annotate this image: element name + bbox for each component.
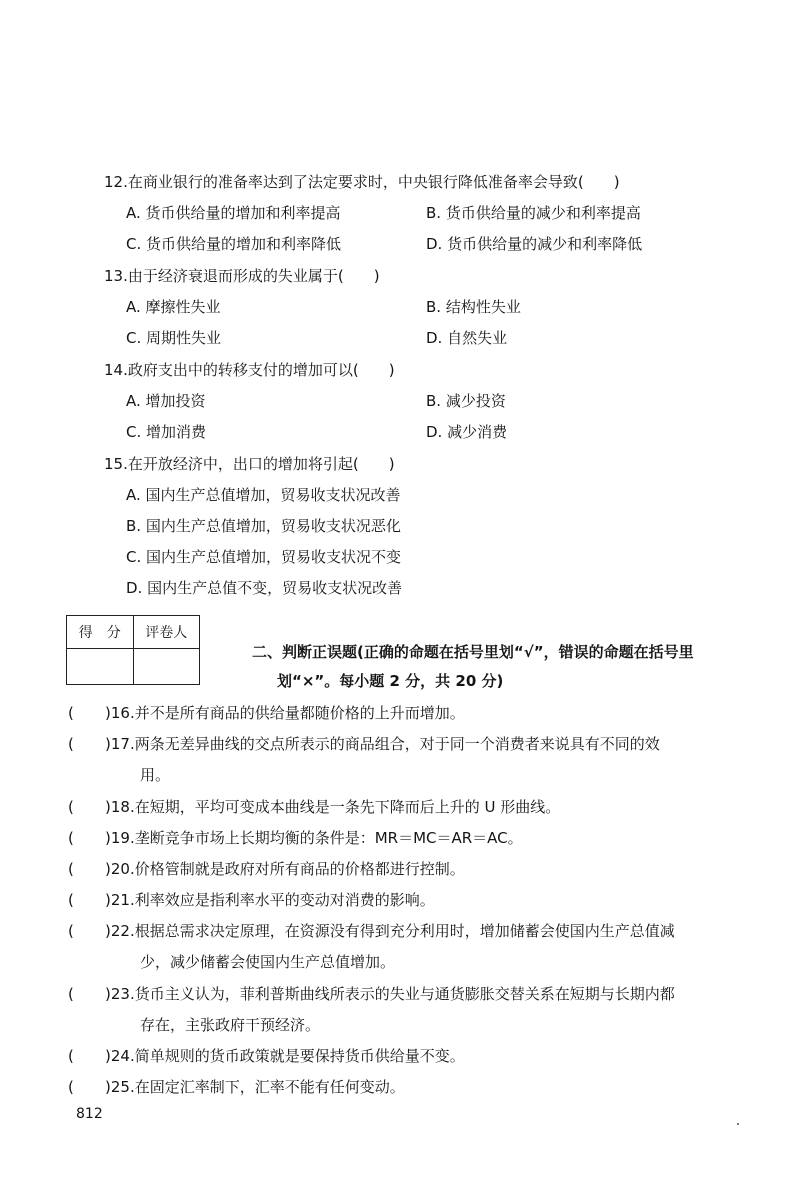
question-15-option-a: A. 国内生产总值增加，贸易收支状况改善: [126, 486, 401, 504]
score-label: 得 分: [67, 616, 134, 649]
tf-23-paren: (: [68, 985, 74, 1003]
score-box: [66, 615, 200, 685]
question-12-option-d: D. 货币供给量的减少和利率降低: [426, 235, 643, 253]
question-15-option-c: C. 国内生产总值增加，贸易收支状况不变: [126, 548, 402, 566]
question-15-option-b: B. 国内生产总值增加，贸易收支状况恶化: [126, 517, 401, 535]
question-12-option-b: B. 货币供给量的减少和利率提高: [426, 204, 641, 222]
tf-21-text: )21.利率效应是指利率水平的变动对消费的影响。: [105, 891, 435, 909]
tf-19-paren: (: [68, 829, 74, 847]
tf-23-text: )23.货币主义认为，菲利普斯曲线所表示的失业与通货膨胀交替关系在短期与长期内都: [105, 985, 675, 1003]
tf-22-paren: (: [68, 922, 74, 940]
tf-22-continuation: 少，减少储蓄会使国内生产总值增加。: [140, 953, 396, 971]
tf-20-text: )20.价格管制就是政府对所有商品的价格都进行控制。: [105, 860, 465, 878]
tf-18-text: )18.在短期，平均可变成本曲线是一条先下降而后上升的 U 形曲线。: [105, 798, 561, 816]
section-2-heading-line2: 划“×”。每小题 2 分，共 20 分): [277, 672, 504, 690]
question-13-option-b: B. 结构性失业: [426, 298, 521, 316]
tf-24-text: )24.简单规则的货币政策就是要保持货币供给量不变。: [105, 1047, 465, 1065]
section-2-heading-line1: 二、判断正误题(正确的命题在括号里划“√”，错误的命题在括号里: [252, 643, 694, 661]
question-14-option-d: D. 减少消费: [426, 423, 508, 441]
tf-23-continuation: 存在，主张政府干预经济。: [140, 1016, 321, 1034]
question-12-option-a: A. 货币供给量的增加和利率提高: [126, 204, 341, 222]
tf-17-paren: (: [68, 735, 74, 753]
question-14-option-b: B. 减少投资: [426, 392, 506, 410]
question-13-option-d: D. 自然失业: [426, 329, 508, 347]
question-14-stem: 14.政府支出中的转移支付的增加可以( ): [104, 361, 395, 379]
tf-25-text: )25.在固定汇率制下，汇率不能有任何变动。: [105, 1078, 405, 1096]
scan-speck: [737, 1123, 739, 1125]
question-14-option-c: C. 增加消费: [126, 423, 207, 441]
page-number: 812: [76, 1106, 103, 1122]
tf-17-text: )17.两条无差异曲线的交点所表示的商品组合，对于同一个消费者来说具有不同的效: [105, 735, 660, 753]
question-13-stem: 13.由于经济衰退而形成的失业属于( ): [104, 267, 380, 285]
question-14-option-a: A. 增加投资: [126, 392, 206, 410]
tf-16-text: )16.并不是所有商品的供给量都随价格的上升而增加。: [105, 704, 465, 722]
grader-cell: [133, 649, 199, 685]
question-12-option-c: C. 货币供给量的增加和利率降低: [126, 235, 342, 253]
score-cell: [67, 649, 134, 685]
tf-25-paren: (: [68, 1078, 74, 1096]
question-13-option-a: A. 摩擦性失业: [126, 298, 221, 316]
question-15-stem: 15.在开放经济中，出口的增加将引起( ): [104, 455, 395, 473]
tf-18-paren: (: [68, 798, 74, 816]
tf-17-continuation: 用。: [140, 766, 171, 784]
question-15-option-d: D. 国内生产总值不变，贸易收支状况改善: [126, 579, 403, 597]
grader-label: 评卷人: [133, 616, 199, 649]
question-12-stem: 12.在商业银行的准备率达到了法定要求时，中央银行降低准备率会导致( ): [104, 173, 620, 191]
tf-19-text: )19.垄断竞争市场上长期均衡的条件是：MR＝MC＝AR＝AC。: [105, 829, 523, 847]
tf-24-paren: (: [68, 1047, 74, 1065]
tf-16-paren: (: [68, 704, 74, 722]
tf-20-paren: (: [68, 860, 74, 878]
question-13-option-c: C. 周期性失业: [126, 329, 222, 347]
tf-22-text: )22.根据总需求决定原理，在资源没有得到充分利用时，增加储蓄会使国内生产总值减: [105, 922, 675, 940]
tf-21-paren: (: [68, 891, 74, 909]
